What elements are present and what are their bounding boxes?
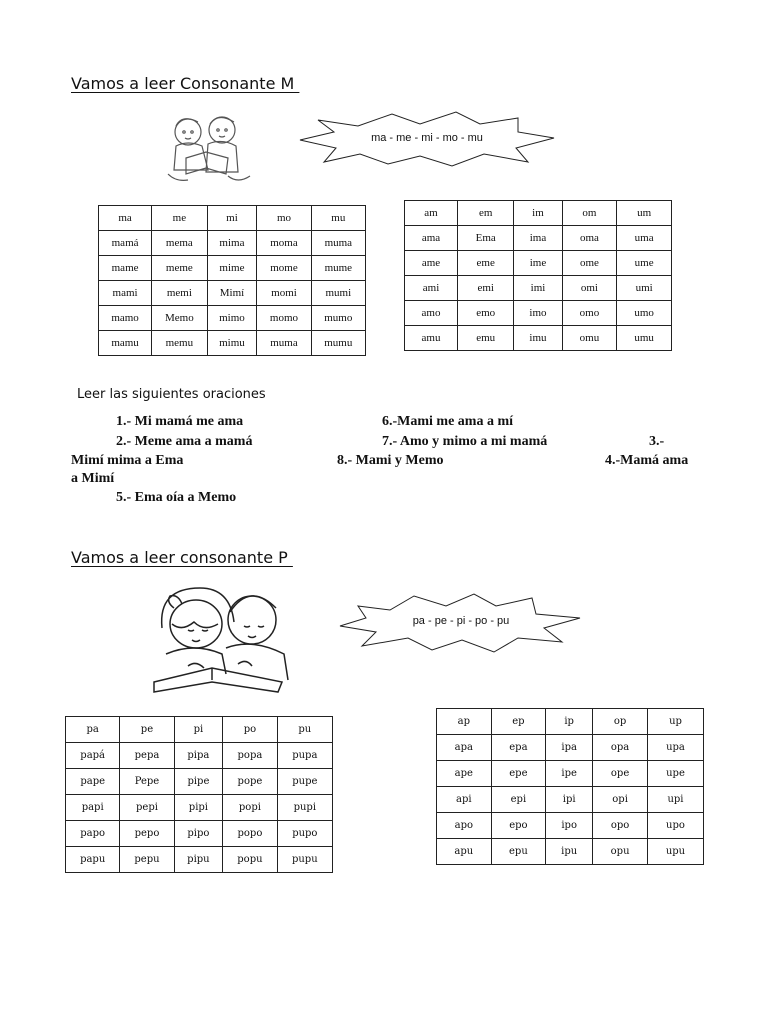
table-m2-cell: eme xyxy=(458,251,514,276)
table-p1-cell: pa xyxy=(66,717,120,743)
table-p1-cell: papo xyxy=(66,821,120,847)
sentence-3-number: 3.- xyxy=(649,434,665,449)
table-m1-cell: momo xyxy=(257,306,311,331)
table-p2-cell: opo xyxy=(593,813,648,839)
table-m1-cell: mimu xyxy=(207,331,257,356)
table-p1-cell: pe xyxy=(120,717,174,743)
table-m2-row xyxy=(405,301,672,326)
table-m1-cell: momi xyxy=(257,281,311,306)
table-p2-row xyxy=(437,735,704,761)
table-m2-cell: emi xyxy=(458,276,514,301)
table-m2-cell: emu xyxy=(458,326,514,351)
sentence-6: 6.-Mami me ama a mí xyxy=(382,414,514,429)
table-p1-cell: pipo xyxy=(174,821,223,847)
sentence-3: Mimí mima a Ema xyxy=(71,453,184,468)
table-m1-cell: memu xyxy=(152,331,207,356)
table-p1-cell: papá xyxy=(66,743,120,769)
table-m2-cell: emo xyxy=(458,301,514,326)
section-p-heading: Vamos a leer consonante P xyxy=(71,548,293,567)
table-m1-cell: mumo xyxy=(311,306,365,331)
table-p1-cell: pi xyxy=(174,717,223,743)
table-p1-cell: pape xyxy=(66,769,120,795)
children-reading-illustration-small xyxy=(158,112,258,188)
table-m2-cell: ume xyxy=(617,251,672,276)
table-m2-cell: oma xyxy=(562,226,617,251)
table-m1-row xyxy=(99,256,366,281)
sentences-heading: Leer las siguientes oraciones xyxy=(77,387,266,402)
table-p1-row xyxy=(66,847,333,873)
children-reading-illustration-large xyxy=(148,584,294,696)
table-p1-cell: pupo xyxy=(277,821,332,847)
table-m2-cell: omo xyxy=(562,301,617,326)
table-m1-cell: Mimí xyxy=(207,281,257,306)
table-p2-row xyxy=(437,813,704,839)
table-p2-cell: ope xyxy=(593,761,648,787)
table-m2-cell: imo xyxy=(514,301,562,326)
table-p1-cell: popo xyxy=(223,821,277,847)
table-p2-cell: ape xyxy=(437,761,492,787)
table-p2-cell: ip xyxy=(546,709,593,735)
table-m2-cell: om xyxy=(562,201,617,226)
table-p2-cell: upu xyxy=(647,839,703,865)
section-m-heading: Vamos a leer Consonante M xyxy=(71,74,300,93)
table-m1-cell: mimo xyxy=(207,306,257,331)
table-p2-cell: ipi xyxy=(546,787,593,813)
table-m2-cell: umo xyxy=(617,301,672,326)
table-p2-cell: ipe xyxy=(546,761,593,787)
sentence-5: 5.- Ema oía a Memo xyxy=(116,490,237,505)
table-m2-row xyxy=(405,251,672,276)
table-p1-row xyxy=(66,743,333,769)
table-m1-row xyxy=(99,206,366,231)
table-m1-row xyxy=(99,306,366,331)
table-m1-row xyxy=(99,231,366,256)
table-p2-cell: up xyxy=(647,709,703,735)
table-p2-cell: ep xyxy=(491,709,546,735)
table-m2-cell: ime xyxy=(514,251,562,276)
table-m2-cell: em xyxy=(458,201,514,226)
table-p2-cell: opa xyxy=(593,735,648,761)
table-m1-cell: mome xyxy=(257,256,311,281)
table-p1-cell: pupi xyxy=(277,795,332,821)
table-m1-cell: mamu xyxy=(99,331,152,356)
table-p2-cell: upi xyxy=(647,787,703,813)
table-p1-cell: pipu xyxy=(174,847,223,873)
table-p1-cell: pupa xyxy=(277,743,332,769)
table-m2-row xyxy=(405,276,672,301)
table-m1-cell: mime xyxy=(207,256,257,281)
table-m2-row xyxy=(405,326,672,351)
table-m1-cell: ma xyxy=(99,206,152,231)
table-m2-cell: um xyxy=(617,201,672,226)
syllables-burst-m xyxy=(296,110,558,168)
sentence-7: 7.- Amo y mimo a mi mamá xyxy=(382,434,548,449)
table-m2-cell: umu xyxy=(617,326,672,351)
burst-text-m: ma - me - mi - mo - mu xyxy=(371,132,483,144)
table-p1-cell: papi xyxy=(66,795,120,821)
table-p1-row xyxy=(66,717,333,743)
table-p1-cell: pupe xyxy=(277,769,332,795)
syllable-table-m1 xyxy=(98,205,366,356)
table-m2-cell: ima xyxy=(514,226,562,251)
table-m2-cell: omu xyxy=(562,326,617,351)
table-m1-cell: mi xyxy=(207,206,257,231)
sentence-8: 8.- Mami y Memo xyxy=(337,453,444,468)
table-p1-cell: pepi xyxy=(120,795,174,821)
sentence-2: 2.- Meme ama a mamá xyxy=(116,434,253,449)
table-p2-cell: epo xyxy=(491,813,546,839)
table-m2-cell: imu xyxy=(514,326,562,351)
table-p1-cell: pu xyxy=(277,717,332,743)
table-m1-cell: muma xyxy=(311,231,365,256)
table-p1-cell: pope xyxy=(223,769,277,795)
table-p1-row xyxy=(66,795,333,821)
syllable-table-p1 xyxy=(65,716,333,873)
table-p1-cell: po xyxy=(223,717,277,743)
table-p2-cell: upo xyxy=(647,813,703,839)
table-m2-cell: ama xyxy=(405,226,458,251)
sentence-4-end: a Mimí xyxy=(71,471,115,486)
table-p2-cell: op xyxy=(593,709,648,735)
table-p2-cell: epi xyxy=(491,787,546,813)
table-m2-cell: ome xyxy=(562,251,617,276)
syllable-table-m2 xyxy=(404,200,672,351)
table-m1-cell: mami xyxy=(99,281,152,306)
table-p2-row xyxy=(437,709,704,735)
table-p2-cell: apa xyxy=(437,735,492,761)
table-m1-cell: meme xyxy=(152,256,207,281)
table-m1-row xyxy=(99,281,366,306)
table-m2-cell: im xyxy=(514,201,562,226)
table-p2-cell: opu xyxy=(593,839,648,865)
table-m1-cell: memi xyxy=(152,281,207,306)
table-m2-cell: uma xyxy=(617,226,672,251)
table-m1-cell: mo xyxy=(257,206,311,231)
table-p1-cell: pepa xyxy=(120,743,174,769)
table-m1-row xyxy=(99,331,366,356)
table-m1-cell: mamo xyxy=(99,306,152,331)
table-m1-cell: mame xyxy=(99,256,152,281)
table-p2-row xyxy=(437,787,704,813)
table-m1-cell: mema xyxy=(152,231,207,256)
table-p2-row xyxy=(437,839,704,865)
table-m1-cell: mu xyxy=(311,206,365,231)
table-m2-cell: amu xyxy=(405,326,458,351)
table-p1-cell: popi xyxy=(223,795,277,821)
table-p1-cell: popa xyxy=(223,743,277,769)
table-p2-cell: ipo xyxy=(546,813,593,839)
table-m1-cell: me xyxy=(152,206,207,231)
table-p1-cell: Pepe xyxy=(120,769,174,795)
table-m2-cell: Ema xyxy=(458,226,514,251)
table-m2-cell: ami xyxy=(405,276,458,301)
table-p1-cell: pipi xyxy=(174,795,223,821)
table-p2-cell: epa xyxy=(491,735,546,761)
table-m1-cell: mima xyxy=(207,231,257,256)
table-m1-cell: muma xyxy=(257,331,311,356)
table-m1-cell: mumu xyxy=(311,331,365,356)
table-p1-cell: pepo xyxy=(120,821,174,847)
table-p2-cell: apo xyxy=(437,813,492,839)
syllables-burst-p xyxy=(336,592,586,654)
table-m2-row xyxy=(405,201,672,226)
table-m1-cell: mume xyxy=(311,256,365,281)
table-p2-cell: upe xyxy=(647,761,703,787)
table-m1-cell: mumi xyxy=(311,281,365,306)
table-p2-cell: apu xyxy=(437,839,492,865)
table-p1-row xyxy=(66,769,333,795)
syllable-table-p2 xyxy=(436,708,704,865)
table-p2-cell: ap xyxy=(437,709,492,735)
table-p2-row xyxy=(437,761,704,787)
table-m2-row xyxy=(405,226,672,251)
table-p2-cell: epu xyxy=(491,839,546,865)
table-p2-cell: ipa xyxy=(546,735,593,761)
sentence-1: 1.- Mi mamá me ama xyxy=(116,414,244,429)
table-p1-cell: pepu xyxy=(120,847,174,873)
table-m1-cell: Memo xyxy=(152,306,207,331)
table-p2-cell: epe xyxy=(491,761,546,787)
table-p1-cell: papu xyxy=(66,847,120,873)
table-p2-cell: ipu xyxy=(546,839,593,865)
table-p1-cell: pipa xyxy=(174,743,223,769)
table-p1-row xyxy=(66,821,333,847)
table-m2-cell: omi xyxy=(562,276,617,301)
table-m2-cell: umi xyxy=(617,276,672,301)
sentence-4-start: 4.-Mamá ama xyxy=(605,453,689,468)
table-m2-cell: imi xyxy=(514,276,562,301)
table-p1-cell: popu xyxy=(223,847,277,873)
table-m2-cell: amo xyxy=(405,301,458,326)
table-m1-cell: mamá xyxy=(99,231,152,256)
burst-text-p: pa - pe - pi - po - pu xyxy=(412,615,510,627)
table-p1-cell: pipe xyxy=(174,769,223,795)
table-m1-cell: moma xyxy=(257,231,311,256)
table-m2-cell: am xyxy=(405,201,458,226)
table-p2-cell: upa xyxy=(647,735,703,761)
table-m2-cell: ame xyxy=(405,251,458,276)
table-p2-cell: opi xyxy=(593,787,648,813)
table-p1-cell: pupu xyxy=(277,847,332,873)
table-p2-cell: api xyxy=(437,787,492,813)
